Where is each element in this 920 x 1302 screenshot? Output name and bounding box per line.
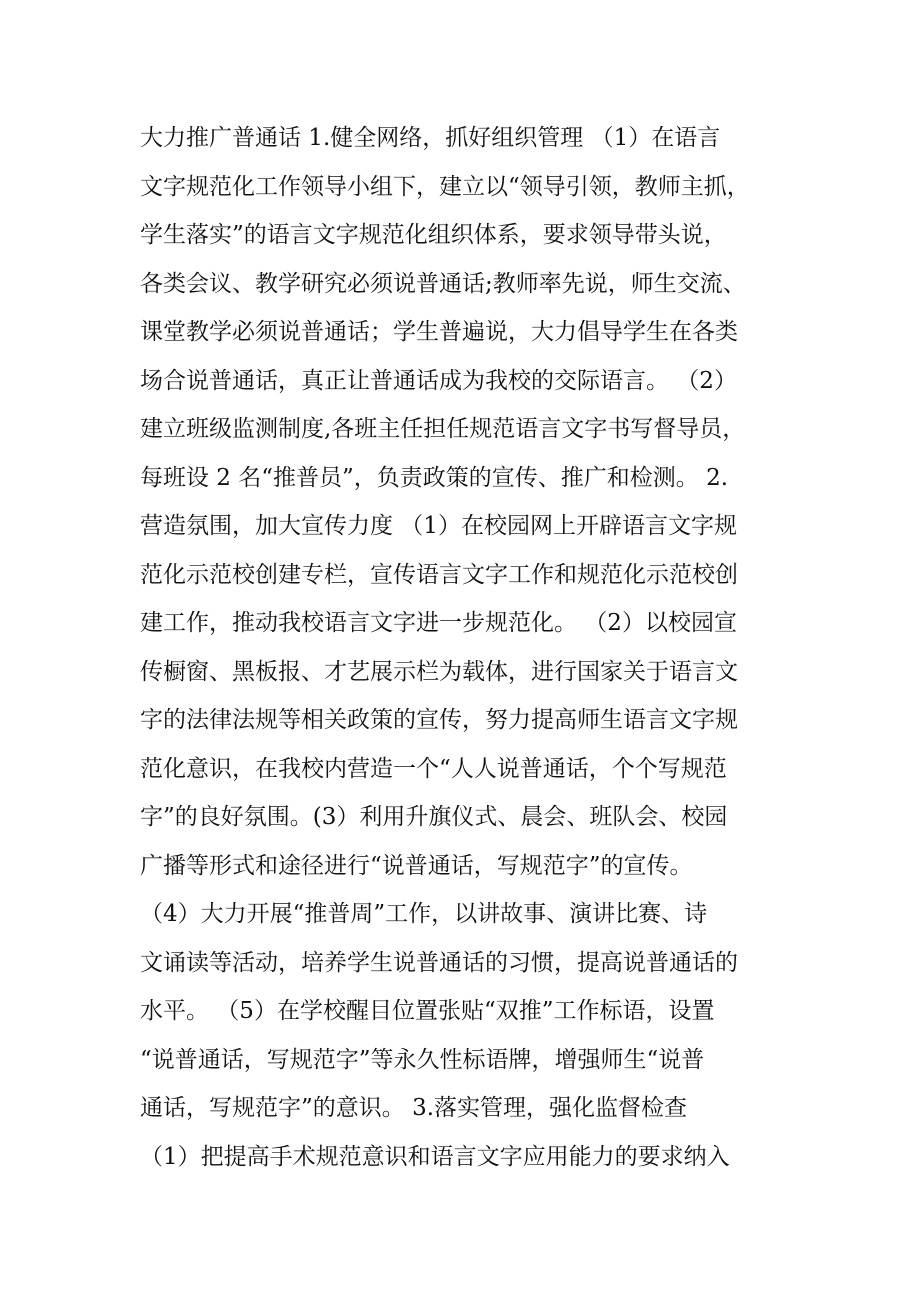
text-line: 学生落实”的语言文字规范化组织体系，要求领导带头说， [140, 222, 727, 248]
text-line: 每班设 2 名“推普员”，负责政策的宣传、推广和检测。 2. [140, 464, 729, 491]
text-line: （1）把提高手术规范意识和语言文字应用能力的要求纳入 [140, 1143, 730, 1170]
text-line: 字”的良好氛围。(3）利用升旗仪式、晨会、班队会、校园 [140, 804, 728, 830]
text-line: 通话，写规范字”的意识。 3.落实管理，强化监督检查 [140, 1095, 688, 1121]
text-line: 营造氛围，加大宣传力度 （1）在校园网上开辟语言文字规 [140, 513, 737, 539]
text-line: 传橱窗、黑板报、才艺展示栏为载体，进行国家关于语言文 [140, 658, 738, 685]
text-line: 课堂教学必须说普通话；学生普遍说，大力倡导学生在各类 [140, 319, 738, 345]
text-line: 广播等形式和途径进行“说普通话，写规范字”的宣传。 [140, 852, 693, 879]
text-line: 建立班级监测制度,各班主任担任规范语言文字书写督导员， [140, 416, 746, 442]
text-line: 文诵读等活动，培养学生说普通话的习惯，提高说普通话的 [140, 949, 738, 976]
text-line: 字的法律法规等相关政策的宣传，努力提高师生语言文字规 [140, 707, 738, 733]
text-line: “说普通话，写规范字”等永久性标语牌，增强师生“说普 [140, 1046, 705, 1073]
text-line: 各类会议、教学研究必须说普通话;教师率先说，师生交流、 [140, 270, 746, 297]
text-line: 大力推广普通话 1.健全网络，抓好组织管理 （1）在语言 [140, 125, 721, 151]
text-line: （4）大力开展“推普周”工作，以讲故事、演讲比赛、诗 [140, 901, 708, 927]
text-line: 文字规范化工作领导小组下，建立以“领导引领，教师主抓， [140, 173, 750, 200]
text-line: 范化意识，在我校内营造一个“人人说普通话，个个写规范 [140, 755, 727, 782]
text-line: 范化示范校创建专栏，宣传语言文字工作和规范化示范校创 [140, 561, 738, 588]
body-text [140, 114, 800, 1181]
text-line: 建工作，推动我校语言文字进一步规范化。 （2）以校园宣 [140, 610, 737, 636]
text-line: 水平。 （5）在学校醒目位置张贴“双推”工作标语，设置 [140, 998, 715, 1024]
text-line: 场合说普通话，真正让普通话成为我校的交际语言。 （2） [140, 367, 737, 394]
